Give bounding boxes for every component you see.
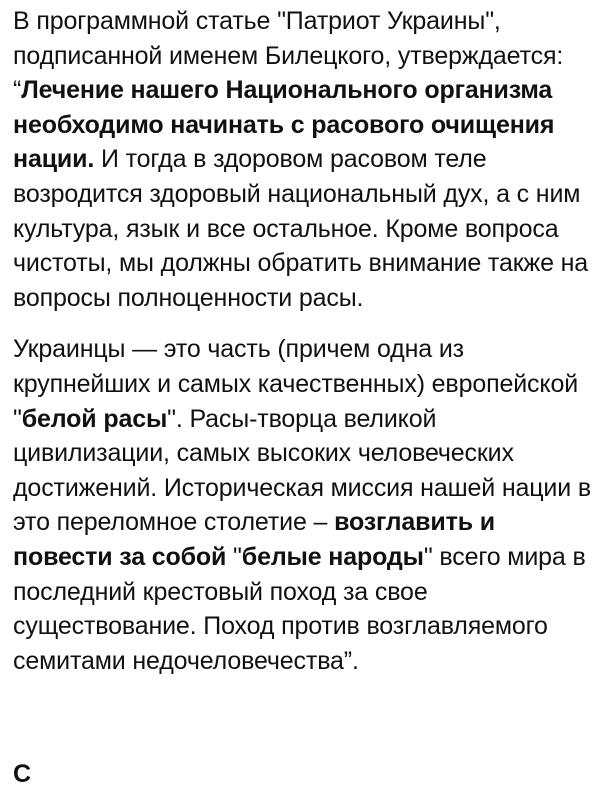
- bold-segment: белые народы: [241, 542, 424, 571]
- text-segment: ". Расы-творца великой цивилизации, самых высоких человеческих достижений. Историческая миссия нашей нации в это переломное столетие –: [13, 404, 591, 537]
- text-segment: Украинцы — это часть (причем одна из крупнейших и самых качественных) европейской ": [13, 335, 579, 433]
- bold-segment: возглавить и повести за собой: [13, 508, 495, 571]
- text-segment: В программной статье "Патриот Украины", подписанной именем Билецкого, утверждается: “: [13, 7, 564, 105]
- paragraph-1: [13, 4, 592, 315]
- next-paragraph-cutoff: С: [13, 760, 32, 788]
- text-segment: " всего мира в последний крестовый поход за свое существование. Поход против возглавляемого семитами недочеловечества”.: [13, 542, 586, 675]
- text-segment: И тогда в здоровом расовом теле возродится здоровый национальный дух, а с ним культура, язык и все остальное. Кроме вопроса чистоты, мы должны обратить внимание также на вопросы полноценности расы.: [13, 145, 589, 312]
- text-segment: ": [226, 542, 242, 571]
- bold-segment: белой расы: [21, 404, 168, 433]
- bold-segment: Лечение нашего Национального организма необходимо начинать с расового очищения нации.: [13, 76, 555, 174]
- paragraph-2: [13, 332, 592, 678]
